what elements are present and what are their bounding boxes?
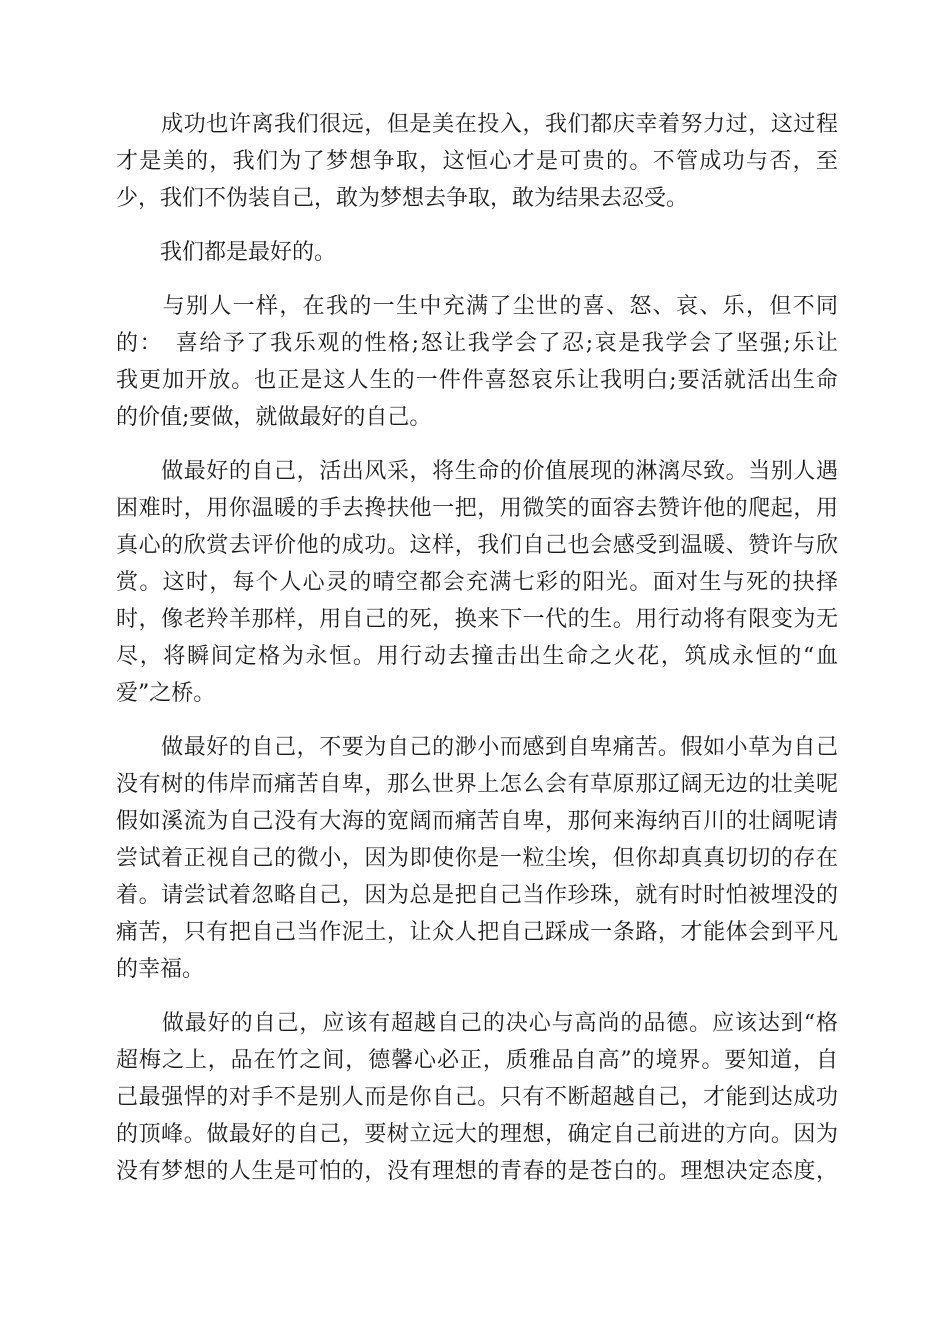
text-line: 赏。这时，每个人心灵的晴空都会充满七彩的阳光。面对生与死的抉择 bbox=[116, 570, 838, 595]
text-line: 与别人一样，在我的一生中充满了尘世的喜、怒、哀、乐，但不同 bbox=[116, 294, 838, 319]
text-line: 做最好的自己，活出风采，将生命的价值展现的淋漓尽致。当别人遇 bbox=[116, 459, 838, 484]
text-line: 没有梦想的人生是可怕的，没有理想的青春的是苍白的。理想决定态度， bbox=[116, 1159, 838, 1184]
text-line: 的幸福。 bbox=[116, 957, 205, 982]
text-line: 尽，将瞬间定格为永恒。用行动去撞击出生命之火花，筑成永恒的“血 bbox=[116, 644, 838, 669]
text-line: 时，像老羚羊那样，用自己的死，换来下一代的生。用行动将有限变为无 bbox=[116, 607, 838, 632]
text-line: 己最强悍的对手不是别人而是你自己。只有不断超越自己，才能到达成功 bbox=[116, 1085, 838, 1110]
text-line: 真心的欣赏去评价他的成功。这样，我们自己也会感受到温暖、赞许与欣 bbox=[116, 533, 838, 558]
document-page bbox=[116, 106, 838, 1207]
text-line: 着。请尝试着忽略自己，因为总是把自己当作珍珠，就有时时怕被埋没的 bbox=[116, 883, 838, 908]
paragraph-6 bbox=[116, 1005, 838, 1190]
text-line: 我们都是最好的。 bbox=[116, 240, 337, 265]
paragraph-3 bbox=[116, 288, 838, 436]
text-line: 尝试着正视自己的微小，因为即使你是一粒尘埃，但你却真真切切的存在 bbox=[116, 846, 838, 871]
paragraph-1 bbox=[116, 106, 838, 217]
text-line: 爱”之桥。 bbox=[116, 681, 216, 706]
text-line: 的顶峰。做最好的自己，要树立远大的理想，确定自己前进的方向。因为 bbox=[116, 1122, 838, 1147]
text-line: 才是美的，我们为了梦想争取，这恒心才是可贵的。不管成功与否，至 bbox=[116, 149, 838, 174]
text-line: 超梅之上，品在竹之间，德馨心必正，质雅品自高”的境界。要知道，自 bbox=[116, 1048, 838, 1073]
text-line: 痛苦，只有把自己当作泥土，让众人把自己踩成一条路，才能体会到平凡 bbox=[116, 920, 838, 945]
text-line: 我更加开放。也正是这人生的一件件喜怒哀乐让我明白;要活就活出生命 bbox=[116, 368, 838, 393]
text-line: 没有树的伟岸而痛苦自卑，那么世界上怎么会有草原那辽阔无边的壮美呢 bbox=[116, 772, 838, 797]
text-line: 少，我们不伪装自己，敢为梦想去争取，敢为结果去忍受。 bbox=[116, 186, 689, 211]
paragraph-5 bbox=[116, 729, 838, 988]
text-line: 做最好的自己，应该有超越自己的决心与高尚的品德。应该达到“格 bbox=[116, 1011, 838, 1036]
text-line: 的价值;要做，就做最好的自己。 bbox=[116, 405, 432, 430]
paragraph-2 bbox=[116, 234, 838, 271]
paragraph-4 bbox=[116, 453, 838, 712]
text-line: 做最好的自己，不要为自己的渺小而感到自卑痛苦。假如小草为自己 bbox=[116, 735, 838, 760]
text-line: 成功也许离我们很远，但是美在投入，我们都庆幸着努力过，这过程 bbox=[116, 112, 838, 137]
text-line: 的： 喜给予了我乐观的性格;怒让我学会了忍;哀是我学会了坚强;乐让 bbox=[116, 331, 838, 356]
text-line: 假如溪流为自己没有大海的宽阔而痛苦自卑，那何来海纳百川的壮阔呢请 bbox=[116, 809, 838, 834]
text-line: 困难时，用你温暖的手去搀扶他一把，用微笑的面容去赞许他的爬起，用 bbox=[116, 496, 838, 521]
